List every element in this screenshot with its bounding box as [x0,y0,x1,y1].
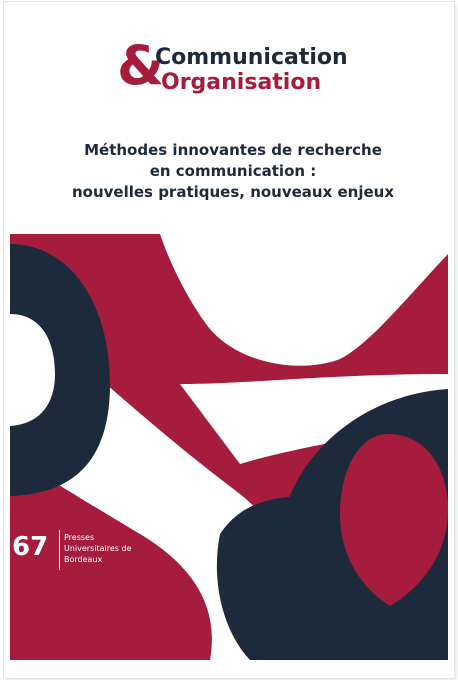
title-line-3: nouvelles pratiques, nouveaux enjeux [71,183,395,201]
logo-organisation: Organisation [161,70,322,95]
logo-ampersand: & [117,34,165,97]
journal-cover [4,2,454,678]
credits-editors: Nayra VACAFLOR, Raphaëlle BATS et Camelia CUSNIR [194,278,410,287]
publisher-line-1: Presses [64,533,95,542]
issue-date: juin 2025 [41,628,94,639]
publisher-name [64,532,132,565]
issue-title [24,140,442,203]
logo-communication: Communication [155,45,348,70]
publisher-line-3: Bordeaux [64,555,103,564]
issue-credits [172,265,432,289]
publisher-line-2: Universitaires de [64,544,132,553]
issue-number: 67 [12,532,49,562]
credits-intro: Dossier coordonné par [256,266,348,275]
title-line-1: Méthodes innovantes de recherche [84,141,382,159]
cover-artwork [10,234,448,660]
title-line-2: en communication : [149,162,317,180]
journal-logo [117,34,357,102]
issue-divider [59,530,60,570]
